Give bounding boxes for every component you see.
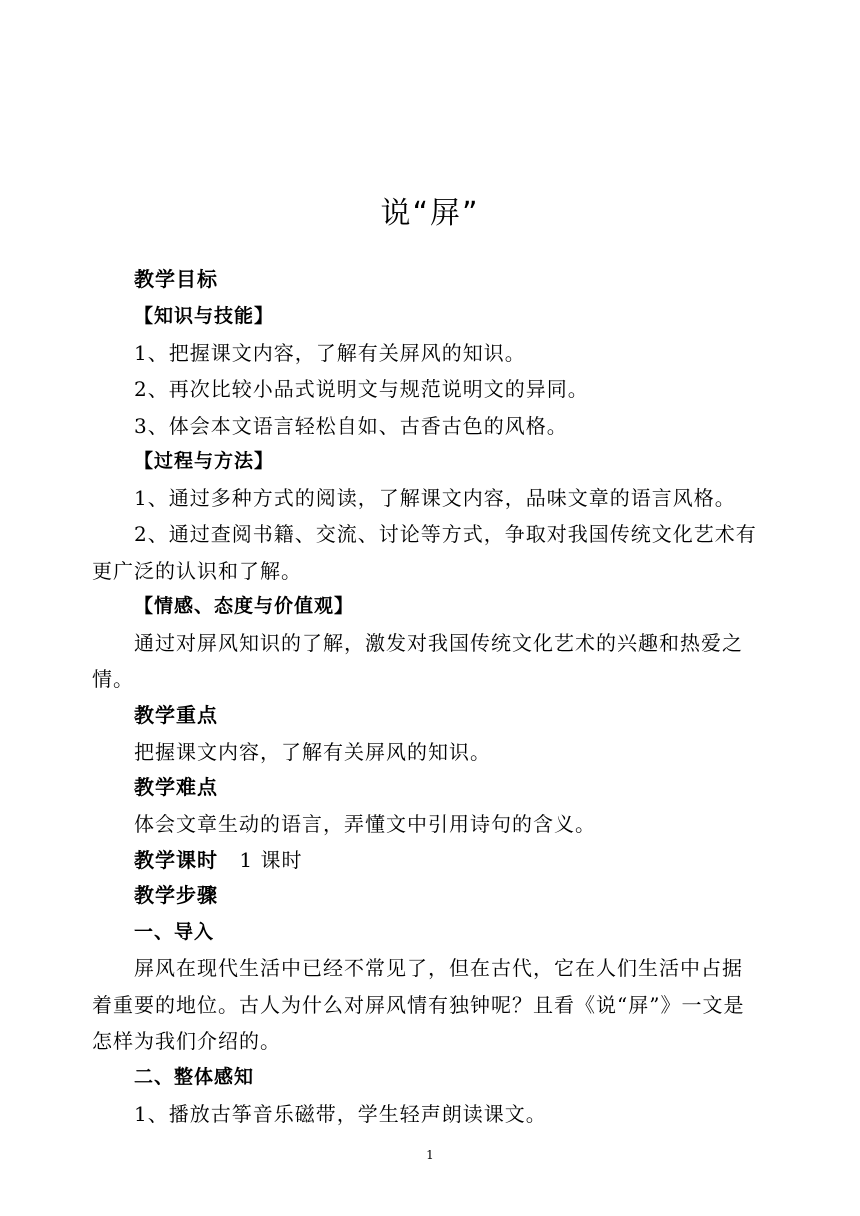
hours-line — [134, 845, 814, 875]
emotion-text: 通过对屏风知识的了解，激发对我国传统文化艺术的兴趣和热爱之 — [134, 631, 743, 655]
knowledge-item: 3、体会本文语言轻松自如、古香古色的风格。 — [134, 414, 568, 438]
intro-heading: 一、导入 — [134, 921, 215, 943]
emotion-text-continuation: 情。 — [92, 667, 134, 691]
process-heading: 【过程与方法】 — [134, 450, 275, 472]
process-item: 2、通过查阅书籍、交流、讨论等方式，争取对我国传统文化艺术有 — [134, 522, 757, 546]
emotion-heading: 【情感、态度与价值观】 — [134, 595, 355, 617]
overall-heading: 二、整体感知 — [134, 1066, 255, 1088]
difficulty-text: 体会文章生动的语言，弄懂文中引用诗句的含义。 — [134, 812, 596, 836]
objectives-heading: 教学目标 — [134, 267, 218, 291]
hours-text: 1 课时 — [239, 848, 303, 872]
intro-text-continuation: 着重要的地位。古人为什么对屏风情有独钟呢？且看《说“屏”》一文是 — [92, 993, 745, 1017]
knowledge-item: 2、再次比较小品式说明文与规范说明文的异同。 — [134, 377, 589, 401]
process-item-continuation: 更广泛的认识和了解。 — [92, 559, 302, 583]
page-number: 1 — [426, 1148, 434, 1162]
difficulty-heading: 教学难点 — [134, 775, 218, 799]
intro-text: 屏风在现代生活中已经不常见了，但在古代，它在人们生活中占据 — [134, 956, 743, 980]
knowledge-heading: 【知识与技能】 — [134, 305, 275, 327]
intro-text-continuation: 怎样为我们介绍的。 — [92, 1029, 281, 1053]
document-title: 说“屏” — [380, 196, 480, 231]
steps-heading: 教学步骤 — [134, 883, 218, 907]
knowledge-item: 1、把握课文内容，了解有关屏风的知识。 — [134, 341, 526, 365]
key-text: 把握课文内容，了解有关屏风的知识。 — [134, 740, 491, 764]
process-item: 1、通过多种方式的阅读，了解课文内容，品味文章的语言风格。 — [134, 486, 736, 510]
overall-item: 1、播放古筝音乐磁带，学生轻声朗读课文。 — [134, 1102, 547, 1126]
key-heading: 教学重点 — [134, 703, 218, 727]
hours-heading: 教学课时 — [134, 848, 218, 872]
